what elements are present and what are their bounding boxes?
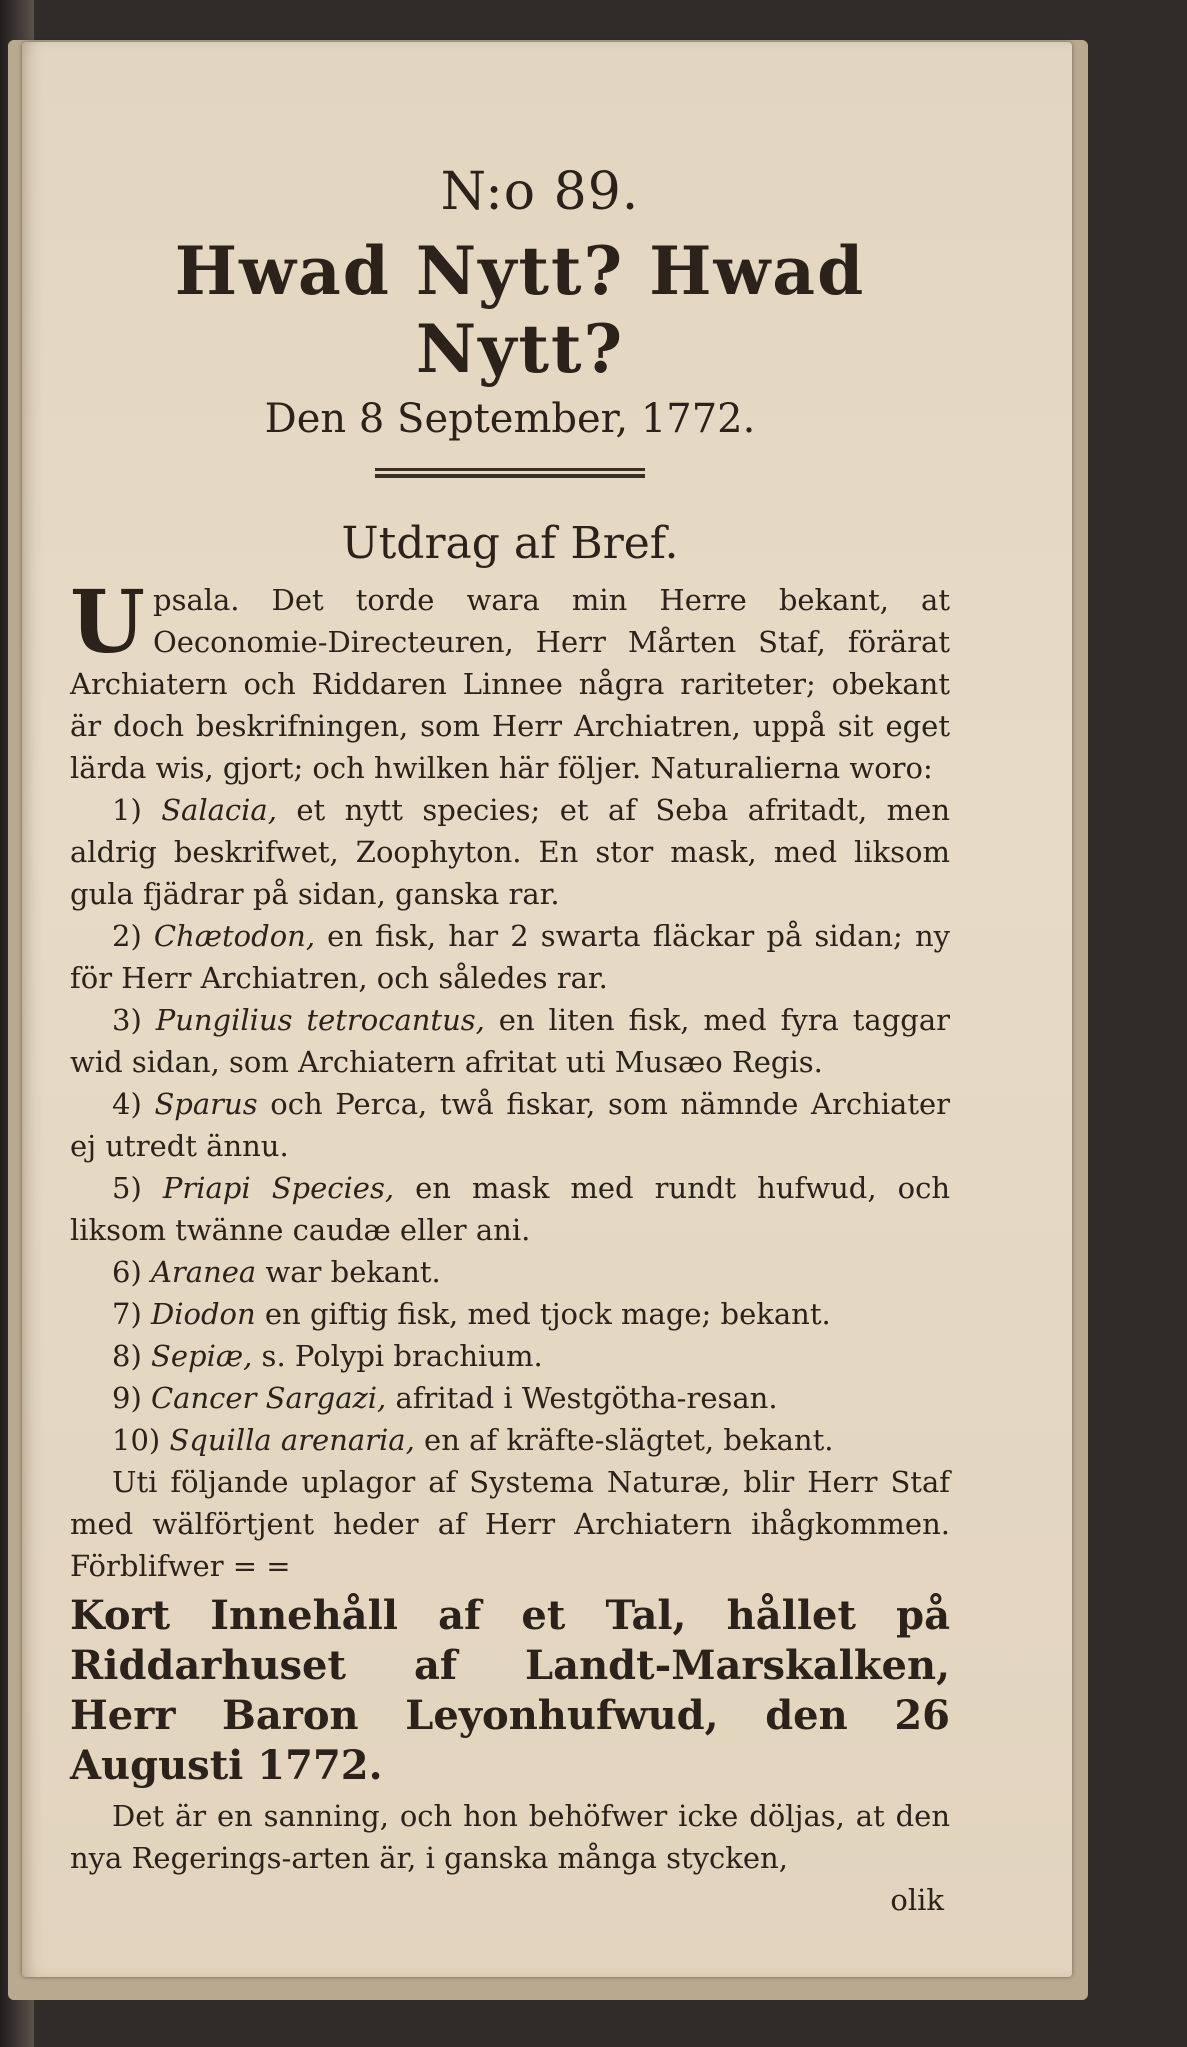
item-description: och Perca, twå fiskar, som nämnde Archiater ej utredt ännu. xyxy=(70,1087,951,1163)
item-latin-name: Cancer Sargazi, xyxy=(150,1381,387,1415)
item-latin-name: Salacia, xyxy=(161,793,277,827)
issue-number: N:o 89. xyxy=(440,162,640,222)
item-latin-name: Squilla arenaria, xyxy=(169,1423,415,1457)
item-latin-name: Chætodon, xyxy=(153,919,316,953)
book-page xyxy=(22,42,1072,1977)
list-item xyxy=(70,1083,950,1167)
item-latin-name: Priapi Species, xyxy=(162,1171,395,1205)
item-description: et nytt species; et af Seba afritadt, men aldrig beskrifwet, Zoophyton. En stor mask, med liksom gula fjädrar på sidan, ganska rar. xyxy=(70,793,950,911)
item-number: 3) xyxy=(112,1003,142,1037)
item-latin-name: Aranea xyxy=(150,1255,257,1289)
item-description: afritad i Westgötha-resan. xyxy=(386,1381,778,1415)
item-number: 2) xyxy=(112,919,142,953)
item-latin-name: Sparus xyxy=(154,1087,258,1121)
item-description: en fisk, har 2 swarta fläckar på sidan; ny för Herr Archiatren, och således rar. xyxy=(70,919,951,995)
drop-cap: U xyxy=(70,572,145,673)
item-number: 5) xyxy=(112,1171,142,1205)
item-description: en mask med rundt hufwud, och liksom twänne caudæ eller ani. xyxy=(70,1171,951,1247)
list-item xyxy=(70,1167,950,1251)
item-latin-name: Pungilius tetrocantus, xyxy=(155,1003,485,1037)
list-item xyxy=(70,999,950,1083)
item-description: en giftig fisk, med tjock mage; bekant. xyxy=(255,1297,831,1331)
item-number: 7) xyxy=(112,1297,142,1331)
item-description: en af kräfte-slägtet, bekant. xyxy=(414,1423,834,1457)
item-number: 4) xyxy=(112,1087,142,1121)
list-item xyxy=(70,1377,950,1419)
page-content xyxy=(70,162,950,1921)
item-number: 10) xyxy=(112,1423,161,1457)
item-number: 6) xyxy=(112,1255,142,1289)
item-number: 9) xyxy=(112,1381,142,1415)
item-number: 8) xyxy=(112,1339,142,1373)
article-closing: Uti följande uplagor af Systema Naturæ, blir Herr Staf med wälförtjent heder af Herr Archiatern ihågkommen. Förblifwer = = xyxy=(70,1465,950,1583)
article-intro-text: psala. Det torde wara min Herre bekant, at Oeconomie-Directeuren, Herr Mårten Staf, förärat Archiatern och Riddaren Linnee några rariteter; obekant är doch beskrifningen, som Herr Archiatren, uppå sit eget lärda wis, gjort; och hwilken här följer. Naturalierna woro: xyxy=(70,583,950,785)
item-latin-name: Sepiæ, xyxy=(150,1339,253,1373)
list-item xyxy=(70,915,950,999)
item-number: 1) xyxy=(112,793,142,827)
list-item xyxy=(70,1293,950,1335)
second-article-heading: Kort Innehåll af et Tal, hållet på Riddarhuset af Landt-Marskalken, Herr Baron Leyonhufwud, den 26 Augusti 1772. xyxy=(70,1592,950,1789)
item-description: s. Polypi brachium. xyxy=(252,1339,543,1373)
list-item xyxy=(70,1419,950,1461)
item-description: en liten fisk, med fyra taggar wid sidan, som Archiatern afritat uti Musæo Regis. xyxy=(70,1003,950,1079)
list-item xyxy=(70,789,950,915)
double-rule-divider xyxy=(375,468,645,478)
article-intro xyxy=(70,572,950,789)
article-heading: Utdrag af Bref. xyxy=(341,518,679,569)
list-item xyxy=(70,1251,950,1293)
masthead-title: Hwad Nytt? Hwad Nytt? xyxy=(174,232,866,388)
issue-date: Den 8 September, 1772. xyxy=(264,396,756,442)
item-latin-name: Diodon xyxy=(150,1297,256,1331)
list-item xyxy=(70,1335,950,1377)
second-article-body: Det är en sanning, och hon behöfwer icke döljas, at den nya Regerings-arten är, i ganska många stycken, xyxy=(70,1799,950,1875)
item-description: war bekant. xyxy=(256,1255,441,1289)
catchword: olik xyxy=(890,1883,944,1917)
